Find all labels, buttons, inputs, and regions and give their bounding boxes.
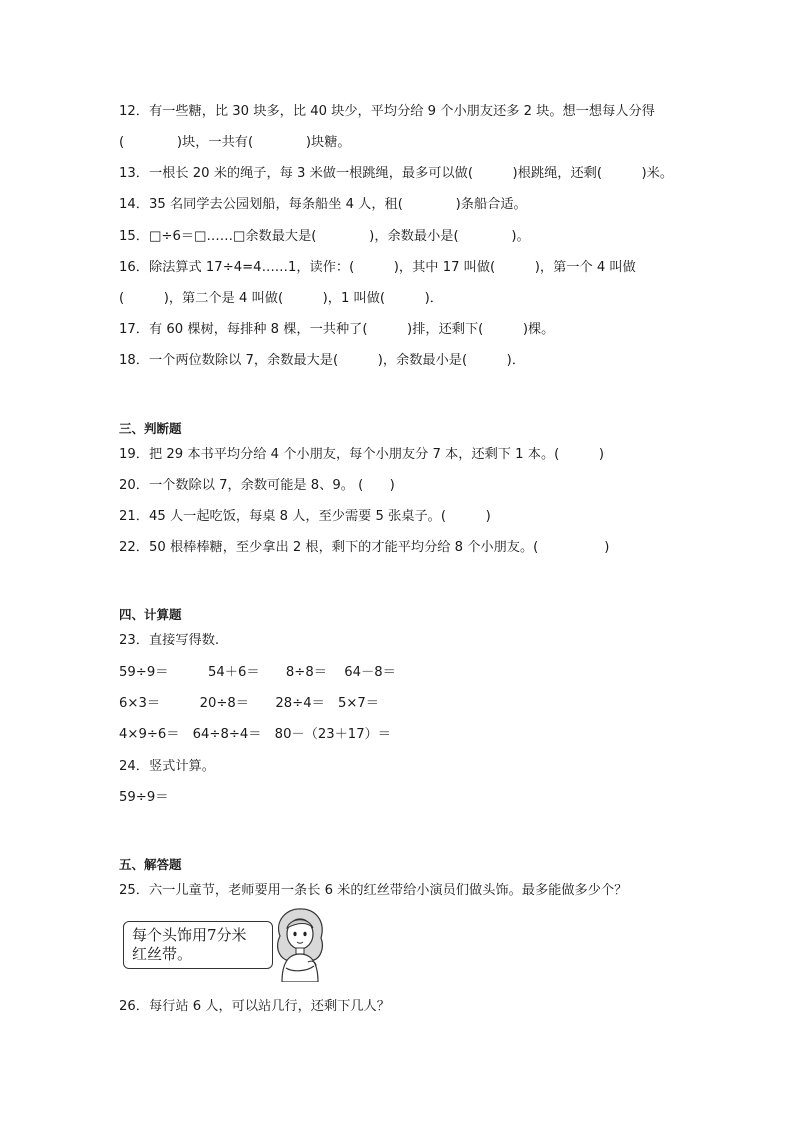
solve-heading: 五、解答题: [119, 857, 182, 872]
q13: 13．一根长 20 米的绳子，每 3 米做一根跳绳，最多可以做( )根跳绳，还剩( )米。: [119, 166, 674, 181]
calc-row-1: 59÷9＝ 54＋6＝ 8÷8＝ 64－8＝: [119, 665, 396, 680]
calc-row-3: 4×9÷6＝ 64÷8÷4＝ 80－（23＋17）＝: [119, 727, 391, 742]
teacher-girl-illustration: [268, 906, 332, 982]
speech-bubble: [123, 921, 273, 969]
q18: 18．一个两位数除以 7，余数最大是( )，余数最小是( )．: [119, 353, 526, 368]
calc-heading: 四、计算题: [119, 607, 182, 622]
q12-line2: ( )块，一共有( )块糖。: [119, 135, 351, 150]
q15: 15．□÷6＝□……□余数最大是( )，余数最小是( )。: [119, 229, 530, 244]
q14: 14．35 名同学去公园划船，每条船坐 4 人，租( )条船合适。: [119, 197, 527, 212]
q23: 23．直接写得数.: [119, 633, 220, 648]
q24-expression: 59÷9＝: [119, 790, 169, 805]
q12-line1: 12．有一些糖，比 30 块多，比 40 块少，平均分给 9 个小朋友还多 2 块。想一想每人分得: [119, 104, 655, 119]
q21: 21．45 人一起吃饭，每桌 8 人，至少需要 5 张桌子。( ): [119, 509, 491, 524]
q25: 25．六一儿童节，老师要用一条长 6 米的红丝带给小演员们做头饰。最多能做多少个？: [119, 883, 628, 898]
q26: 26．每行站 6 人，可以站几行，还剩下几人？: [119, 999, 390, 1014]
q24: 24．竖式计算。: [119, 759, 215, 774]
q19: 19．把 29 本书平均分给 4 个小朋友，每个小朋友分 7 本，还剩下 1 本。( ): [119, 447, 604, 462]
q22: 22．50 根棒棒糖，至少拿出 2 根，剩下的才能平均分给 8 个小朋友。( ): [119, 540, 610, 555]
q16-line2: ( )，第二个是 4 叫做( )，1 叫做( )．: [119, 291, 443, 306]
q20: 20．一个数除以 7，余数可能是 8、9。 ( ): [119, 478, 395, 493]
judge-heading: 三、判断题: [119, 421, 182, 436]
q16-line1: 16．除法算式 17÷4=4……1，读作：( )，其中 17 叫做( )，第一个 4 叫做: [119, 260, 636, 275]
calc-row-2: 6×3＝ 20÷8＝ 28÷4＝ 5×7＝: [119, 696, 379, 711]
speech-bubble-text: 每个头饰用7分米 红丝带。: [132, 926, 247, 963]
q17: 17．有 60 棵树，每排种 8 棵，一共种了( )排，还剩下( )棵。: [119, 322, 555, 337]
